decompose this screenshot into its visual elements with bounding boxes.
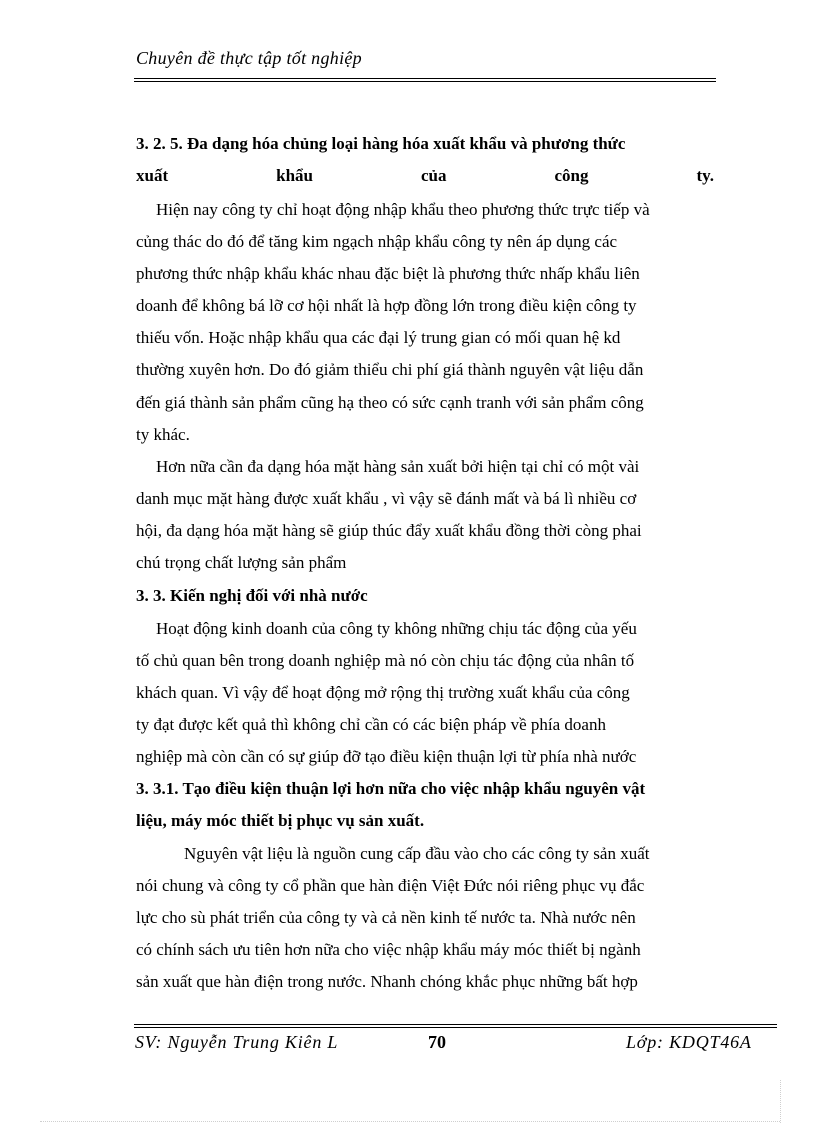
- section-33-line: tố chủ quan bên trong doanh nghiệp mà nó còn chịu tác động của nhân tố: [136, 651, 635, 670]
- header-rule-2: [134, 81, 716, 82]
- section-331-line: có chính sách ưu tiên hơn nữa cho việc nhập khẩu máy móc thiết bị ngành: [136, 940, 641, 959]
- section-331-line: nói chung và công ty cổ phần que hàn điện Việt Đức nói riêng phục vụ đắc: [136, 876, 645, 895]
- footer-rule-1: [134, 1024, 777, 1025]
- page-number: 70: [428, 1032, 446, 1052]
- para1-line: ty khác.: [136, 425, 190, 444]
- heading-word: xuất: [136, 166, 169, 185]
- section-33-line: Hoạt động kinh doanh của công ty không những chịu tác động của yếu: [156, 619, 637, 638]
- para1-line: đến giá thành sản phẩm cũng hạ theo có sức cạnh tranh với sản phẩm công: [136, 393, 644, 412]
- section-325-heading-line1: 3. 2. 5. Đa dạng hóa chủng loại hàng hóa xuất khẩu và phương thức: [136, 134, 626, 153]
- footer-rule-2: [134, 1027, 777, 1028]
- para1-line: thường xuyên hơn. Do đó giảm thiểu chi phí giá thành nguyên vật liệu dẫn: [136, 360, 644, 379]
- para1-line: doanh để không bá lỡ cơ hội nhất là hợp đồng lớn trong điều kiện công ty: [136, 296, 637, 315]
- heading-word: khẩu: [276, 166, 313, 185]
- page-edge-bottom: [40, 1121, 780, 1122]
- section-331-line: Nguyên vật liệu là nguồn cung cấp đầu vào cho các công ty sản xuất: [184, 844, 650, 863]
- footer-student: SV: Nguyễn Trung Kiên L: [135, 1032, 339, 1052]
- para1-line: củng thác do đó để tăng kim ngạch nhập khẩu công ty nên áp dụng các: [136, 232, 618, 251]
- heading-word: ty.: [696, 166, 714, 185]
- para2-line: hội, đa dạng hóa mặt hàng sẽ giúp thúc đẩy xuất khẩu đồng thời còng phai: [136, 521, 642, 540]
- header-rule-1: [134, 78, 716, 79]
- para1-line: thiếu vốn. Hoặc nhập khẩu qua các đại lý trung gian có mối quan hệ kd: [136, 328, 621, 347]
- para2-line: danh mục mặt hàng được xuất khẩu , vì vậy sẽ đánh mất và bá lì nhiều cơ: [136, 489, 637, 508]
- section-325-heading-line2: [136, 166, 714, 186]
- header-title: Chuyên đề thực tập tốt nghiệp: [136, 48, 362, 68]
- para1-line: phương thức nhập khẩu khác nhau đặc biệt là phương thức nhấp khẩu liên: [136, 264, 640, 283]
- heading-word: công: [554, 166, 589, 185]
- section-331-heading-line2: liệu, máy móc thiết bị phục vụ sản xuất.: [136, 811, 425, 830]
- section-33-line: khách quan. Vì vậy để hoạt động mở rộng thị trường xuất khẩu của công: [136, 683, 630, 702]
- para2-line: chú trọng chất lượng sản phẩm: [136, 553, 347, 572]
- para1-line: Hiện nay công ty chỉ hoạt động nhập khẩu theo phương thức trực tiếp và: [156, 200, 650, 219]
- footer-class: Lớp: KDQT46A: [626, 1032, 752, 1052]
- heading-word: của: [421, 166, 447, 185]
- section-331-line: sản xuất que hàn điện trong nước. Nhanh chóng khắc phục những bất hợp: [136, 972, 638, 991]
- section-33-heading: 3. 3. Kiến nghị đối với nhà nước: [136, 586, 368, 605]
- section-33-line: ty đạt được kết quả thì không chỉ cần có các biện pháp về phía doanh: [136, 715, 606, 734]
- para2-line: Hơn nữa cần đa dạng hóa mặt hàng sản xuất bởi hiện tại chỉ có một vài: [156, 457, 640, 476]
- section-331-line: lực cho sù phát triển của công ty và cả nền kinh tế nước ta. Nhà nước nên: [136, 908, 636, 927]
- section-33-line: nghiệp mà còn cần có sự giúp đỡ tạo điều kiện thuận lợi từ phía nhà nước: [136, 747, 637, 766]
- section-331-heading-line1: 3. 3.1. Tạo điều kiện thuận lợi hơn nữa cho việc nhập khẩu nguyên vật: [136, 779, 646, 798]
- page-edge-right: [780, 1080, 781, 1123]
